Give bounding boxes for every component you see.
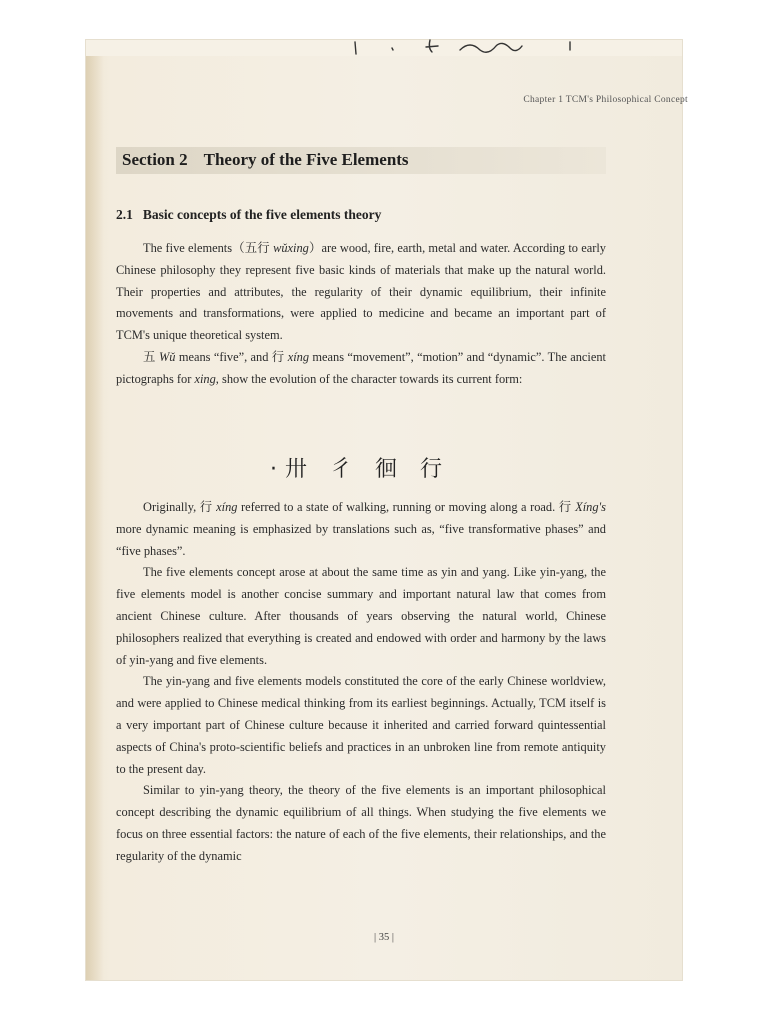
handwriting-scribble-image — [270, 38, 590, 60]
paragraph-3-pinyin: xíng — [216, 500, 238, 514]
paragraph-3-pinyin-2: Xíng's — [575, 500, 606, 514]
paragraph-4: The five elements concept arose at about the same time as yin and yang. Like yin-yang, the five elements model is another concise summary and important natural law that comes from ancient Chinese culture. After thousands of years observing the natural world, Chinese philosophers realized that everything is created and endowed with order and harmony by the laws of yin-yang and five elements. — [116, 565, 606, 667]
paragraph-2-text-a: 五 — [143, 349, 159, 364]
paragraph-3-text-b: referred to a state of walking, running or moving along a road. 行 — [237, 500, 576, 514]
paragraph-1-text-a: The five elements（五行 — [143, 241, 274, 255]
paragraph-2-pinyin-wu: Wǔ — [158, 349, 176, 364]
paragraph-2 — [116, 347, 606, 391]
body-text-block-2 — [116, 497, 606, 868]
section-title — [122, 150, 409, 170]
paragraph-2-text-c: means “movement”, “motion” and “dynamic”. The ancient pictographs for — [116, 349, 606, 386]
subsection-title: Basic concepts of the five elements theory — [142, 207, 382, 222]
paragraph-1 — [116, 238, 606, 347]
section-number: Section 2 — [122, 150, 188, 169]
paragraph-2-text-b: means “five”, and 行 — [175, 349, 288, 364]
subsection-number: 2.1 — [116, 207, 133, 222]
page-number: | 35 | — [374, 932, 394, 943]
section-title-text: Theory of the Five Elements — [203, 150, 409, 169]
paragraph-2-text-d: , show the evolution of the character towards its current form: — [215, 371, 523, 386]
paragraph-3-text-a: Originally, 行 — [143, 500, 217, 514]
paragraph-2-pinyin-xing-2: xing — [194, 371, 216, 386]
ancient-pictographs: ·卅 彳 徊 行 — [270, 457, 450, 482]
paragraph-5: The yin-yang and five elements models constituted the core of the early Chinese worldview, and were applied to Chinese medical thinking from its earliest beginnings. Actually, TCM itself is a very important part of Chinese culture because it inherited and carried forward quintessential aspects of China's proto-scientific beliefs and practices in an unbroken line from remote antiquity to the present day. — [116, 674, 606, 776]
paragraph-3 — [116, 497, 606, 562]
paragraph-1-pinyin: wǔxing — [273, 241, 309, 255]
paragraph-1-text-b: ）are wood, fire, earth, metal and water. According to early Chinese philosophy they represent five basic kinds of materials that make up the natural world. Their properties and attributes, the regularity of their dynamic equilibrium, their infinite movements and transformations, were applied to medicine and became an important part of TCM's unique theoretical system. — [116, 241, 606, 343]
running-head: Chapter 1 TCM's Philosophical Concept — [523, 95, 688, 105]
paragraph-2-pinyin-xing: xíng — [287, 349, 310, 364]
subsection-heading — [116, 207, 381, 223]
paragraph-6: Similar to yin-yang theory, the theory of the five elements is an important philosophical concept describing the dynamic equilibrium of all things. When studying the five elements we focus on three essential factors: the nature of each of the five elements, their relationships, and the regularity of the dynamic — [116, 783, 606, 863]
paragraph-3-text-c: more dynamic meaning is emphasized by translations such as, “five transformative phases” and “five phases”. — [116, 521, 606, 558]
body-text-block-1 — [116, 238, 606, 391]
